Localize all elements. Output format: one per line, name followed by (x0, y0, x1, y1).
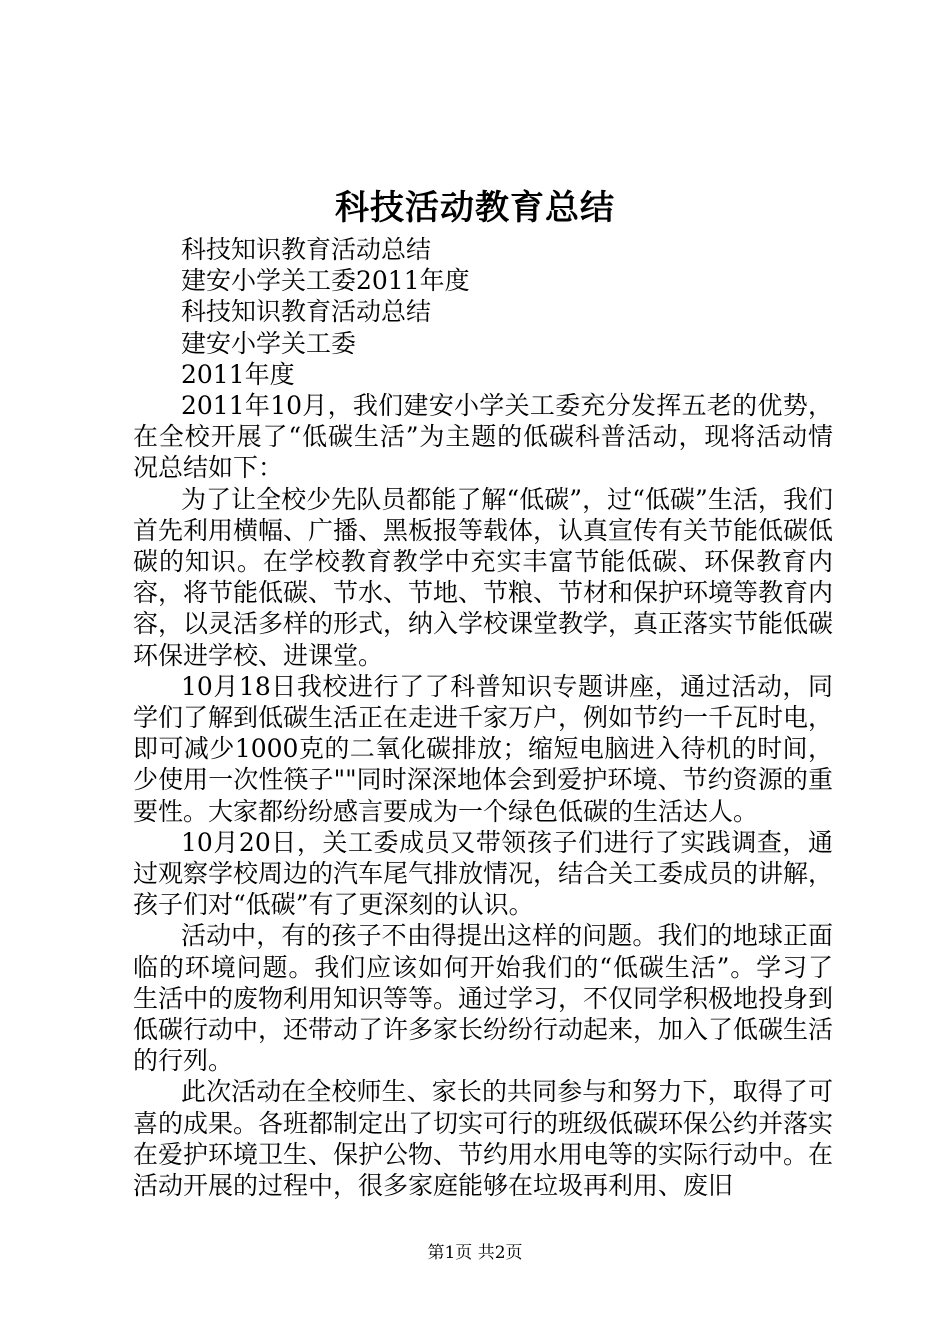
body-paragraph: 活动中，有的孩子不由得提出这样的问题。我们的地球正面临的环境问题。我们应该如何开始我们的“低碳生活”。学习了生活中的废物利用知识等等。通过学习，不仅同学积极地投身到低碳行动中，还带动了许多家长纷纷行动起来，加入了低碳生活的行列。 (133, 921, 834, 1076)
body-paragraph: 2011年10月，我们建安小学关工委充分发挥五老的优势，在全校开展了“低碳生活”为主题的低碳科普活动，现将活动情况总结如下： (133, 391, 833, 483)
body-paragraph: 为了让全校少先队员都能了解“低碳”，过“低碳”生活，我们首先利用横幅、广播、黑板报等载体，认真宣传有关节能低碳低碳的知识。在学校教育教学中充实丰富节能低碳、环保教育内容，将节能低碳、节水、节地、节粮、节材和保护环境等教育内容，以灵活多样的形式，纳入学校课堂教学，真正落实节能低碳环保进学校、进课堂。 (133, 484, 834, 670)
document-title: 科技活动教育总结 (335, 188, 615, 228)
header-line: 科技知识教育活动总结 (181, 297, 432, 327)
body-paragraph: 此次活动在全校师生、家长的共同参与和努力下，取得了可喜的成果。各班都制定出了切实可行的班级低碳环保公约并落实在爱护环境卫生、保护公物、节约用水用电等的实际行动中。在活动开展的过程中，很多家庭能够在垃圾再利用、废旧 (133, 1077, 834, 1201)
header-line: 建安小学关工委2011年度 (181, 266, 470, 296)
body-paragraph: 10月20日，关工委成员又带领孩子们进行了实践调查，通过观察学校周边的汽车尾气排放情况，结合关工委成员的讲解，孩子们对“低碳”有了更深刻的认识。 (133, 827, 834, 920)
header-line: 科技知识教育活动总结 (181, 235, 432, 264)
body-paragraph: 10月18日我校进行了了科普知识专题讲座，通过活动，同学们了解到低碳生活正在走进千家万户，例如节约一千瓦时电，即可减少1000克的二氧化碳排放；缩短电脑进入待机的时间，少使用一次性筷子""同时深深地体会到爱护环境、节约资源的重要性。大家都纷纷感言要成为一个绿色低碳的生活达人。 (133, 671, 834, 826)
document-body (133, 234, 833, 1201)
header-line: 2011年度 (181, 359, 295, 389)
header-line: 建安小学关工委 (181, 328, 357, 358)
page-footer: 第1页 共2页 (427, 1243, 523, 1263)
